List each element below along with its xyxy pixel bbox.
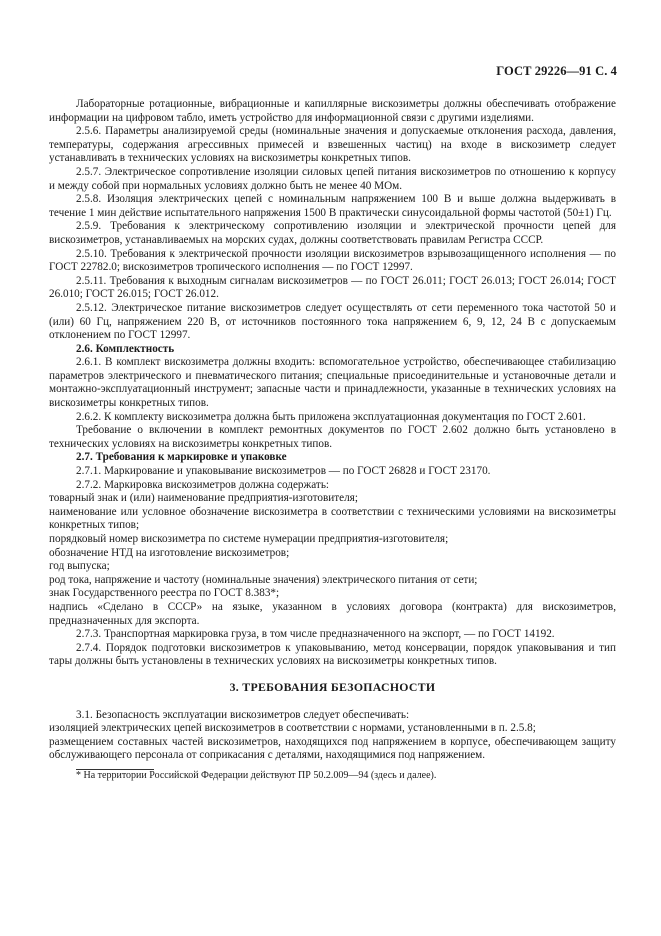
document-body	[49, 98, 616, 782]
list-item: обозначение НТД на изготовление вискозиметров;	[49, 546, 290, 559]
list-item: товарный знак и (или) наименование предприятия-изготовителя;	[49, 492, 358, 505]
paragraph: 2.5.10. Требования к электрической прочности изоляции вискозиметров взрывозащищенного исполнения — по ГОСТ 22782.0; вискозиметров тропического исполнения — по ГОСТ 12997.	[49, 247, 616, 274]
section-title: 3. ТРЕБОВАНИЯ БЕЗОПАСНОСТИ	[229, 679, 436, 694]
paragraph: 2.6.2. К комплекту вискозиметра должна быть приложена эксплуатационная документация по ГОСТ 2.601.	[76, 410, 586, 423]
paragraph: 2.5.6. Параметры анализируемой среды (номинальные значения и допускаемые отклонения расхода, давления, температуры, содержания агрессивных примесей и взвешенных частиц) на входе в вискозиметр следует устанавливать в технических условиях на вискозиметры конкретных типов.	[49, 125, 616, 165]
list-item: знак Государственного реестра по ГОСТ 8.383*;	[49, 587, 280, 600]
paragraph: 2.5.9. Требования к электрическому сопротивлению изоляции и электрической прочности цепей для вискозиметров, устанавливаемых на морских судах, должны соответствовать правилам Регистра СССР.	[49, 220, 616, 246]
list-item: размещением составных частей вискозиметров, находящихся под напряжением в корпусе, обеспечивающем защиту обслуживающего персонала от соприкасания с деталями, находящимися под напряжением.	[49, 735, 616, 762]
list-item: изоляцией электрических цепей вискозиметров в соответствии с нормами, установленными в п. 2.5.8;	[49, 722, 536, 735]
paragraph: 2.7.1. Маркирование и упаковывание вискозиметров — по ГОСТ 26828 и ГОСТ 23170.	[76, 465, 491, 478]
paragraph: 2.5.7. Электрическое сопротивление изоляции силовых цепей питания вискозиметров по отношению к корпусу и между собой при нормальных условиях должно быть не менее 40 МОм.	[49, 165, 616, 192]
paragraph: 2.7.4. Порядок подготовки вискозиметров к упаковыванию, метод консервации, порядок упаковывания и тип тары должны быть установлены в технических условиях на вискозиметры конкретных типов.	[49, 641, 616, 668]
list-item: порядковый номер вискозиметра по системе нумерации предприятия-изготовителя;	[49, 533, 449, 545]
footnote: * На территории Российской Федерации действуют ПР 50.2.009—94 (здесь и далее).	[76, 769, 437, 781]
paragraph: 2.7.2. Маркировка вискозиметров должна содержать:	[76, 478, 330, 491]
list-item: род тока, напряжение и частоту (номинальные значения) электрического питания от сети;	[49, 573, 478, 586]
paragraph: 2.6.1. В комплект вискозиметра должны входить: вспомогательное устройство, обеспечивающее стабилизацию параметров электрического и пневматического питания; специальные присоединительные и установочные детали и монтажно-эксплуатационный инструмент; запасные части и принадлежности, указанные в технических условиях на вискозиметры конкретных типов.	[49, 356, 616, 410]
paragraph: 2.7.3. Транспортная маркировка груза, в том числе предназначенного на экспорт, — по ГОСТ 14192.	[76, 628, 555, 641]
page-header: ГОСТ 29226—91 С. 4	[496, 64, 617, 78]
paragraph: 2.5.11. Требования к выходным сигналам вискозиметров — по ГОСТ 26.011; ГОСТ 26.013; ГОСТ 26.014; ГОСТ 26.010; ГОСТ 26.015; ГОСТ 26.012.	[49, 274, 616, 301]
paragraph: Лабораторные ротационные, вибрационные и капиллярные вискозиметры должны обеспечивать отображение информации на цифровом табло, иметь устройство для информационной связи с другими изделиями.	[49, 98, 616, 124]
paragraph: Требование о включении в комплект ремонтных документов по ГОСТ 2.602 должно быть установлено в технических условиях на вискозиметры конкретных типов.	[49, 424, 616, 450]
subsection-heading-2-6: 2.6. Комплектность	[76, 342, 175, 355]
paragraph: 2.5.8. Изоляция электрических цепей с номинальным напряжением 100 В и выше должна выдерживать в течение 1 мин действие испытательного напряжения 1500 В практически синусоидальной формы частотой (50±1) Гц.	[49, 193, 616, 219]
list-item: год выпуска;	[49, 560, 110, 573]
list-item: наименование или условное обозначение вискозиметра в соответствии с техническими условиями на вискозиметры конкретных типов;	[49, 505, 616, 532]
paragraph: 3.1. Безопасность эксплуатации вискозиметров следует обеспечивать:	[76, 708, 410, 721]
subsection-heading-2-7: 2.7. Требования к маркировке и упаковке	[76, 451, 287, 464]
list-item: надпись «Сделано в СССР» на языке, указанном в условиях договора (контракта) для вискозиметров, предназначенных для экспорта.	[49, 600, 616, 627]
paragraph: 2.5.12. Электрическое питание вискозиметров следует осуществлять от сети переменного тока частотой 50 и (или) 60 Гц, напряжением 220 В, от источников постоянного тока напряжением 6, 9, 12, 24 В с допускаемым отклонением по ГОСТ 12997.	[49, 301, 616, 342]
